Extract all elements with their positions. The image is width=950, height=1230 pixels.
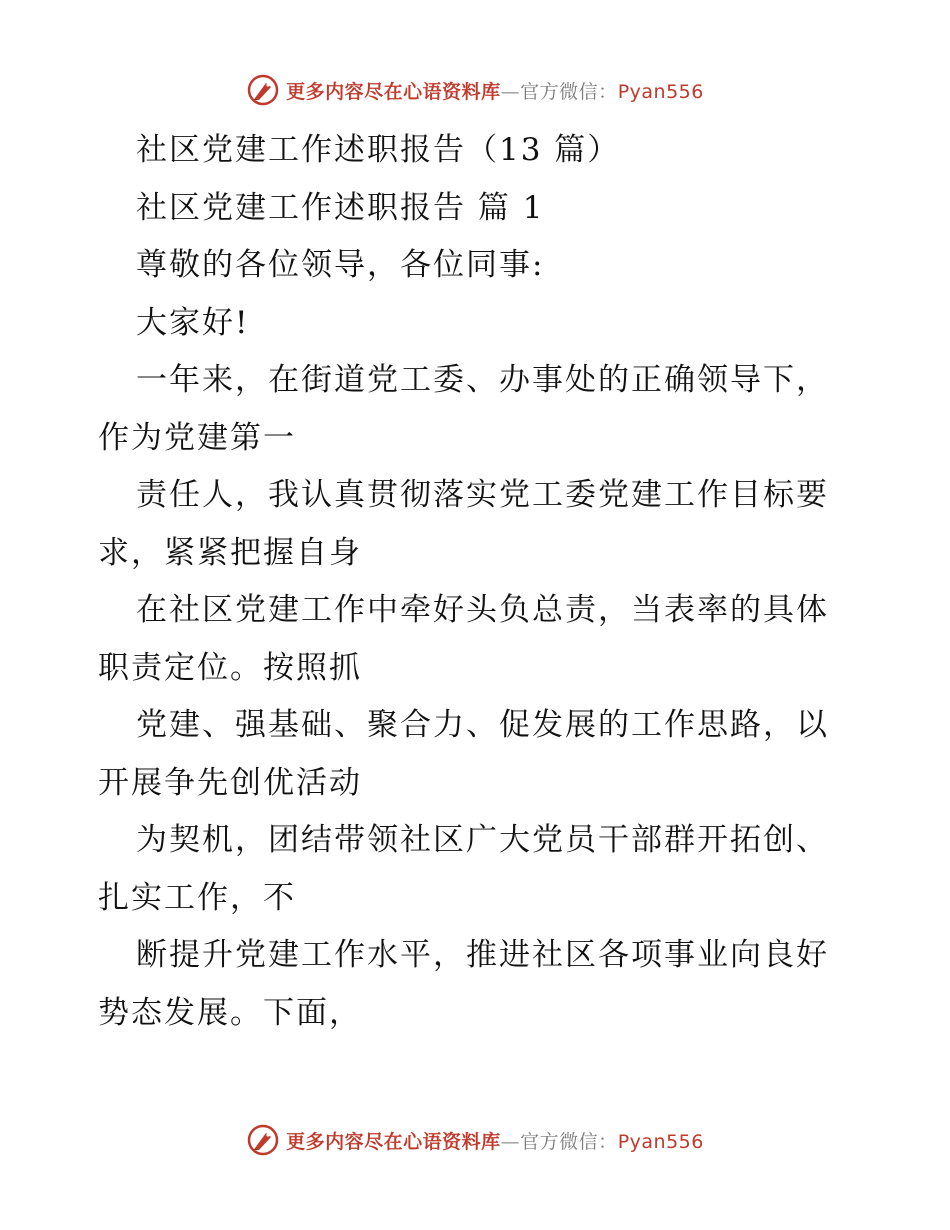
pen-logo-icon: [246, 1123, 280, 1157]
document-line: 大家好!: [136, 304, 250, 341]
banner-brand-text: 更多内容尽在心语资料库: [286, 1130, 501, 1153]
banner-text: [286, 77, 704, 104]
banner-text: [286, 1127, 704, 1154]
document-line: 断提升党建工作水平，推进社区各项事业向良好: [136, 937, 829, 973]
document-line: 扎实工作，不: [98, 879, 296, 916]
banner-separator: —: [500, 1130, 521, 1153]
document-line: 为契机，团结带领社区广大党员干部群开拓创、: [136, 822, 829, 858]
document-line: 责任人，我认真贯彻落实党工委党建工作目标要: [136, 477, 829, 513]
banner-wechat-label: 官方微信：: [520, 80, 618, 103]
footer-banner: [0, 1120, 950, 1160]
banner-wechat-id: Pyan556: [617, 1130, 704, 1153]
document-line: 职责定位。按照抓: [98, 649, 362, 686]
document-line: 求，紧紧把握自身: [98, 534, 362, 571]
pen-logo-icon: [246, 73, 280, 107]
document-line: 社区党建工作述职报告 篇 1: [136, 189, 545, 226]
document-line: 一年来，在街道党工委、办事处的正确领导下，: [136, 362, 829, 398]
document-line: 在社区党建工作中牵好头负总责，当表率的具体: [136, 592, 829, 628]
banner-wechat-label: 官方微信：: [520, 1130, 618, 1153]
document-line: 开展争先创优活动: [98, 764, 362, 801]
document-line: 党建、强基础、聚合力、促发展的工作思路，以: [136, 707, 829, 743]
document-line: 势态发展。下面，: [98, 994, 362, 1031]
document-line: 社区党建工作述职报告（13 篇）: [136, 132, 621, 168]
banner-wechat-id: Pyan556: [617, 80, 704, 103]
document-line: 尊敬的各位领导，各位同事:: [136, 247, 545, 283]
banner-separator: —: [500, 80, 521, 103]
header-banner: [0, 70, 950, 110]
document-body: [98, 122, 858, 1042]
document-line: 作为党建第一: [98, 419, 296, 456]
banner-brand-text: 更多内容尽在心语资料库: [286, 80, 501, 103]
